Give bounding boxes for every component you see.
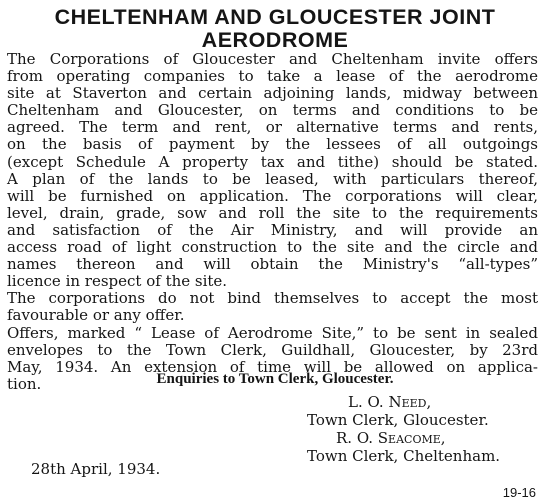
body-line: level, drain, grade, sow and roll the site to the requirements: [7, 203, 538, 222]
body-line: will be furnished on application. The corporations will clear,: [7, 186, 538, 205]
body-line: site at Staverton and certain adjoining lands, midway between: [7, 84, 538, 103]
body-line: The corporations do not bind themselves to accept the most: [7, 289, 538, 308]
notice-date: 28th April, 1934.: [31, 460, 161, 478]
body-line: Offers, marked “ Lease of Aerodrome Site,” to be sent in sealed: [7, 323, 538, 342]
signatory-name: R. O. Seacome,: [336, 429, 446, 447]
body-line: A plan of the lands to be leased, with particulars thereof,: [7, 169, 538, 188]
signatory-title: Town Clerk, Cheltenham.: [307, 447, 501, 465]
body-line: licence in respect of the site.: [7, 272, 228, 291]
body-line: agreed. The term and rent, or alternative terms and rents,: [7, 118, 538, 137]
notice-title: [0, 0, 550, 52]
body-line: names thereon and will obtain the Ministry's “all-types”: [7, 255, 538, 274]
body-line: The Corporations of Gloucester and Cheltenham invite offers: [7, 50, 538, 68]
body-line: (except Schedule A property tax and tithe) should be stated.: [7, 152, 538, 171]
reference-code: 19-16: [502, 485, 536, 500]
notice-title-line-1: CHELTENHAM AND GLOUCESTER JOINT: [54, 5, 496, 29]
body-line: and satisfaction of the Air Ministry, and will provide an: [7, 220, 538, 239]
notice-body: [7, 51, 538, 393]
signatory-name: L. O. Need,: [348, 393, 432, 411]
body-line: access road of light construction to the site and the circle and: [7, 238, 538, 257]
body-line: envelopes to the Town Clerk, Guildhall, Gloucester, by 23rd: [7, 340, 538, 359]
body-line: May, 1934. An extension of time will be allowed on applica-: [7, 357, 538, 376]
body-line: from operating companies to take a lease of the aerodrome: [7, 67, 538, 86]
body-line: Cheltenham and Gloucester, on terms and conditions to be: [7, 101, 538, 120]
enquiries-line: Enquiries to Town Clerk, Gloucester.: [156, 371, 394, 387]
body-line: tion.: [7, 374, 42, 393]
notice-title-line-2: AERODROME: [201, 28, 349, 52]
signatory-title: Town Clerk, Gloucester.: [307, 411, 489, 429]
body-line: on the basis of payment by the lessees of all outgoings: [7, 135, 538, 154]
body-line: favourable or any offer.: [7, 306, 185, 325]
